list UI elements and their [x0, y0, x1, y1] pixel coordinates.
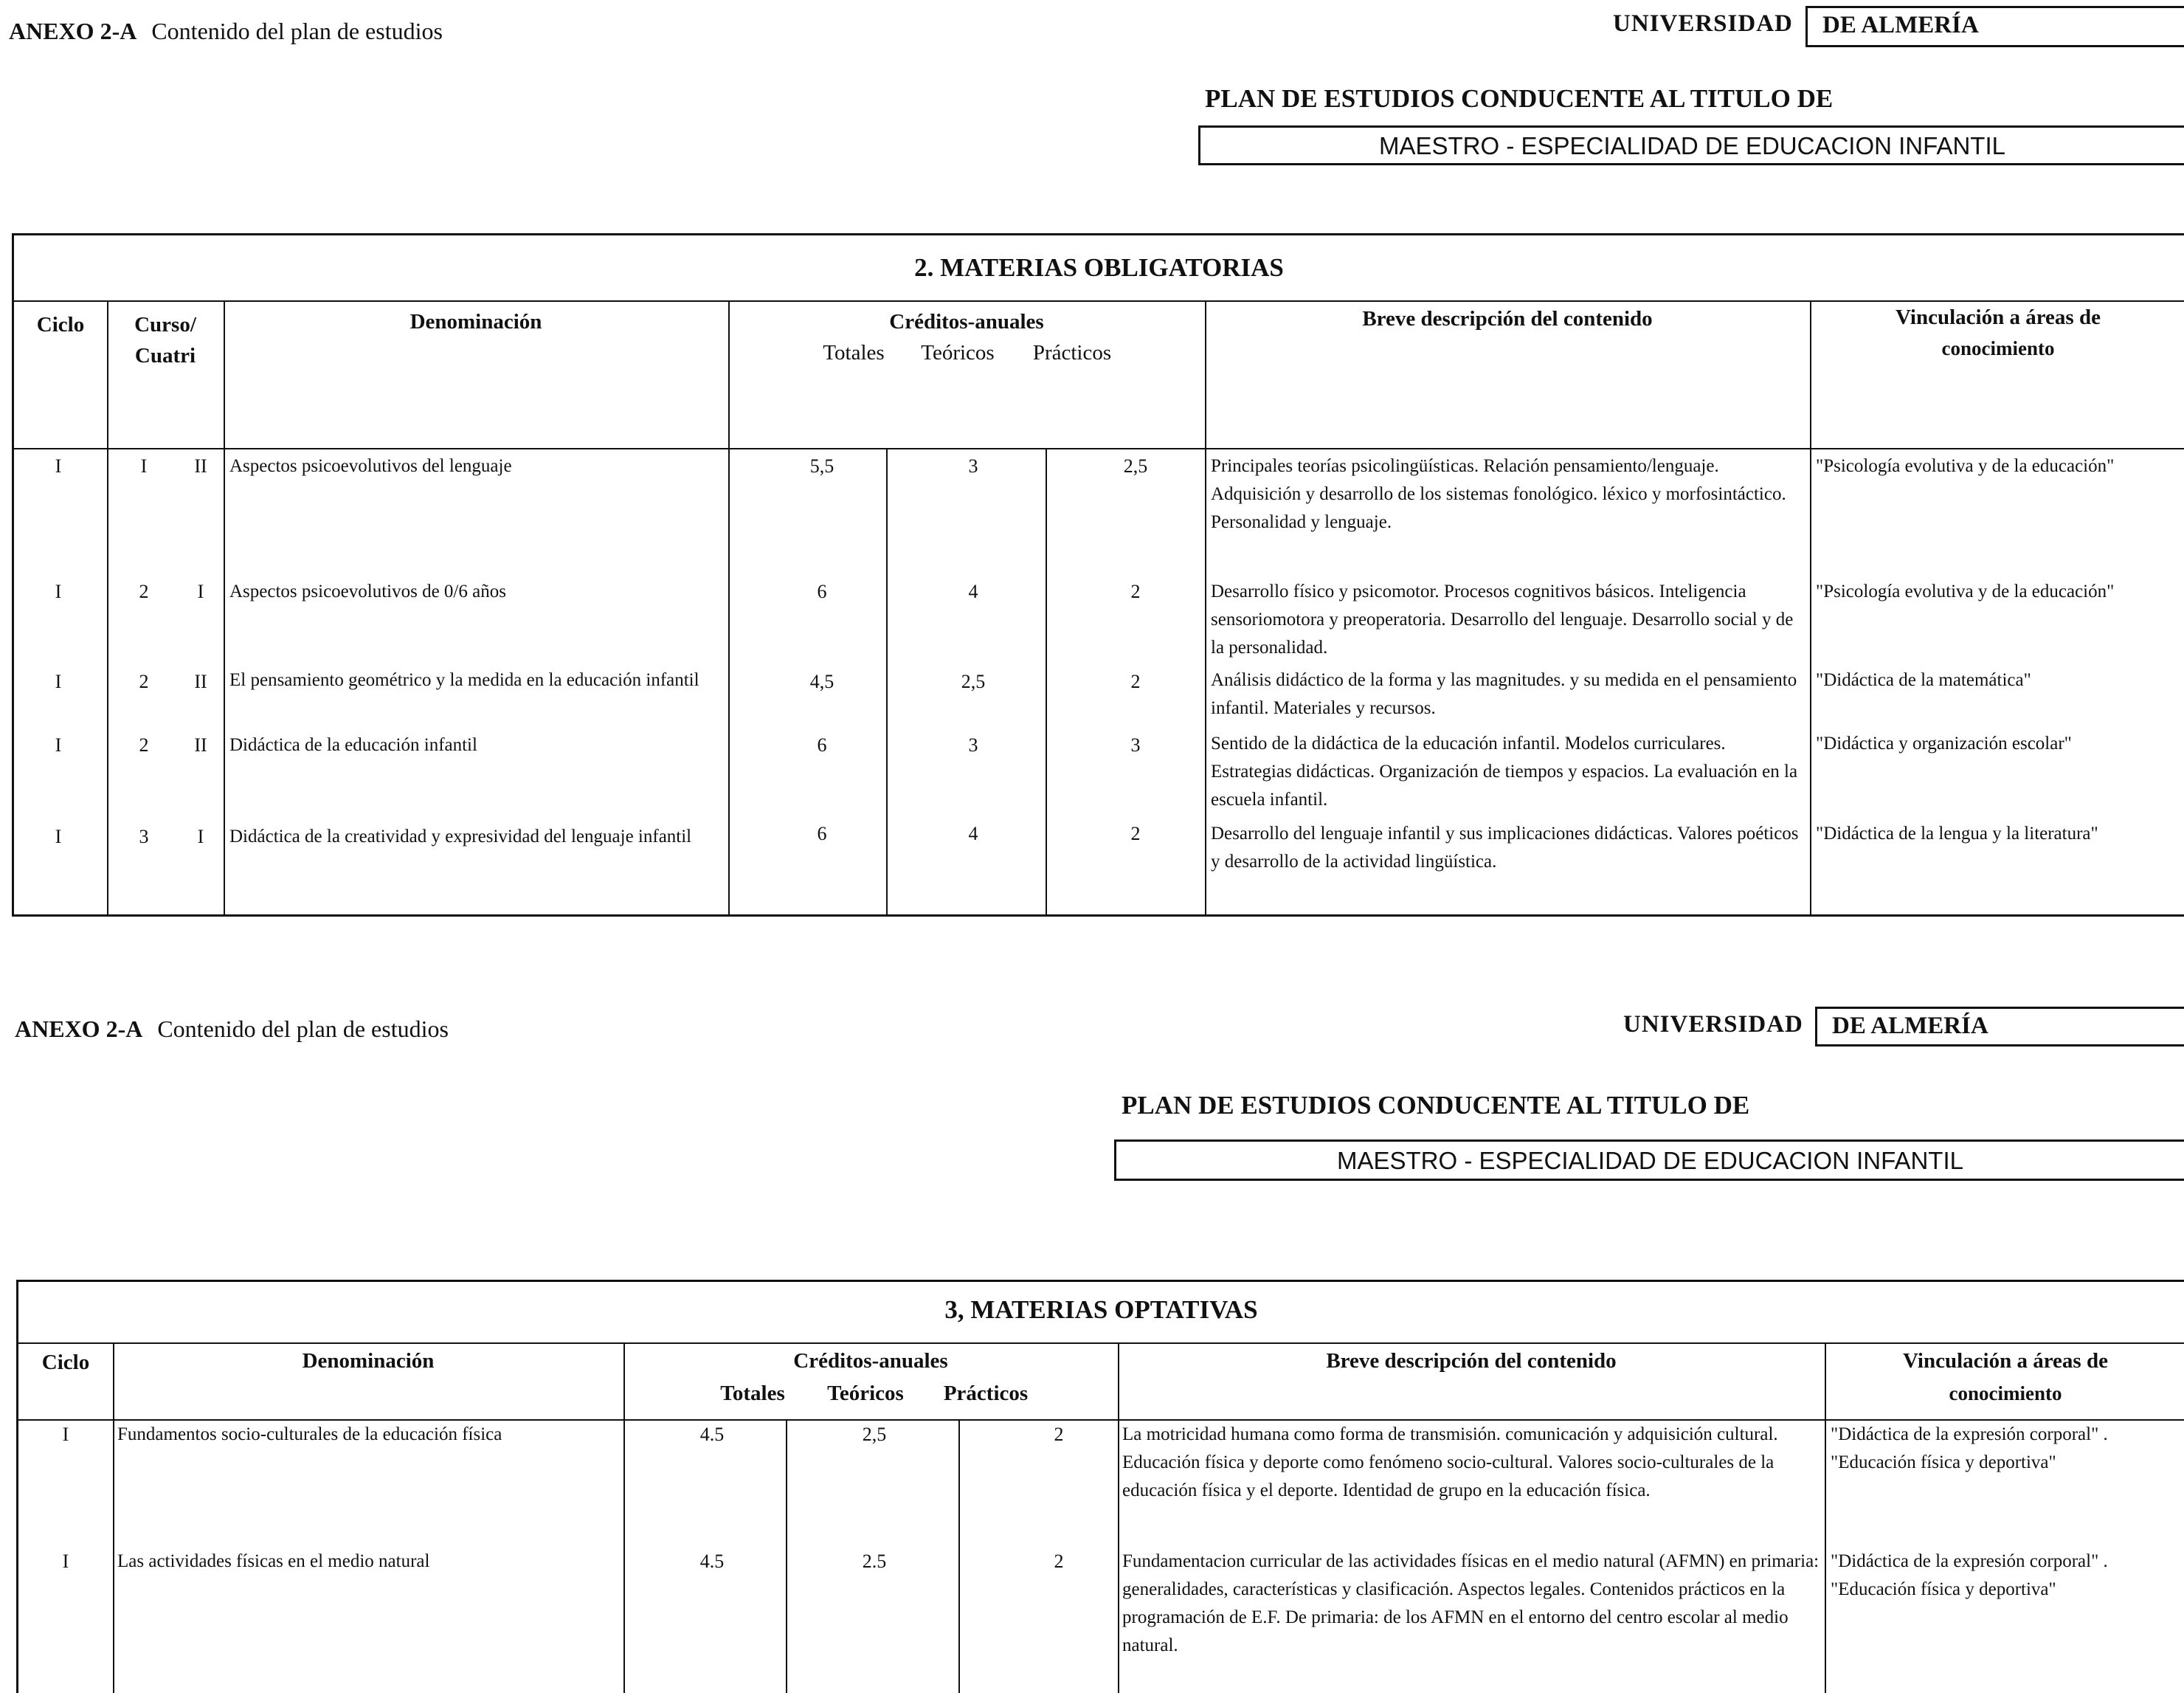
divider — [886, 448, 888, 914]
curso-cell: 2 — [139, 671, 149, 692]
universidad-name: DE ALMERÍA — [1815, 1007, 2184, 1047]
denominacion-cell: Las actividades físicas en el medio natural — [117, 1551, 430, 1571]
totales-cell: 6 — [817, 734, 827, 756]
totales-cell: 4.5 — [699, 1551, 725, 1572]
ciclo-cell: I — [55, 826, 62, 847]
teoricos-cell: 2,5 — [862, 1424, 887, 1445]
header-totales: Totales — [720, 1382, 785, 1405]
header-cuatri: Cuatri — [134, 344, 196, 368]
anexo-text: Contenido del plan de estudios — [157, 1016, 449, 1042]
header-ciclo: Ciclo — [36, 313, 85, 337]
practicos-cell: 2 — [1054, 1424, 1064, 1445]
anexo-heading — [9, 18, 443, 45]
curso-cell: 2 — [139, 734, 149, 756]
totales-cell: 4,5 — [809, 671, 834, 692]
descripcion-cell: La motricidad humana como forma de transmisión. comunicación y adquisición cultural. Educación física y deporte como fenómeno socio-cultural. Valores socio-culturales de la educación física y el deporte. Identidad de grupo en la educación física. — [1122, 1424, 1778, 1500]
plan-title: PLAN DE ESTUDIOS CONDUCENTE AL TITULO DE — [1122, 1091, 1750, 1120]
teoricos-cell: 3 — [968, 734, 978, 756]
anexo-label: ANEXO 2-A — [9, 18, 137, 44]
header-ciclo: Ciclo — [41, 1351, 90, 1374]
ciclo-cell: I — [55, 455, 62, 477]
header-vinculacion-2: conocimiento — [1941, 337, 2055, 359]
teoricos-cell: 2.5 — [862, 1551, 887, 1572]
header-descripcion: Breve descripción del contenido — [1362, 307, 1653, 331]
descripcion-cell: Fundamentacion curricular de las actividades físicas en el medio natural (AFMN) en primaria: generalidades, características y clasificación. Aspectos legales. Contenidos prácticos en la programación de E.F. De primaria: de los AFMN en el entorno del centro escolar al medio natural. — [1122, 1551, 1820, 1655]
header-vinculacion-2: conocimiento — [1949, 1382, 2062, 1404]
universidad-label: UNIVERSIDAD — [1613, 10, 1793, 37]
materias-obligatorias-table — [12, 233, 2184, 917]
divider — [728, 300, 730, 914]
header-creditos: Créditos-anuales — [889, 310, 1044, 334]
cuatri-cell: II — [194, 734, 207, 756]
cuatri-cell: I — [197, 581, 204, 602]
vinculacion-cell-1: "Didáctica de la expresión corporal" . — [1831, 1424, 2108, 1444]
vinculacion-cell: "Didáctica de la matemática" — [1816, 670, 2031, 690]
totales-cell: 4.5 — [699, 1424, 725, 1445]
vinculacion-cell-2: "Educación física y deportiva" — [1831, 1579, 2056, 1599]
divider — [1810, 300, 1811, 914]
universidad-label: UNIVERSIDAD — [1623, 1011, 1803, 1038]
titulo-box: MAESTRO - ESPECIALIDAD DE EDUCACION INFANTIL — [1114, 1139, 2184, 1181]
section-title: 2. MATERIAS OBLIGATORIAS — [914, 253, 1284, 282]
header-creditos: Créditos-anuales — [793, 1349, 948, 1373]
universidad-name: DE ALMERÍA — [1805, 6, 2184, 47]
divider — [18, 1342, 2184, 1344]
divider — [1205, 300, 1206, 914]
vinculacion-cell: "Psicología evolutiva y de la educación" — [1816, 456, 2115, 476]
section-title: 3, MATERIAS OPTATIVAS — [944, 1295, 1258, 1324]
divider — [14, 448, 2184, 449]
teoricos-cell: 4 — [968, 581, 978, 602]
divider — [958, 1419, 960, 1693]
vinculacion-cell: "Didáctica y organización escolar" — [1816, 734, 2072, 754]
divider — [623, 1342, 625, 1693]
teoricos-cell: 2,5 — [961, 671, 986, 692]
descripcion-cell: Desarrollo físico y psicomotor. Procesos cognitivos básicos. Inteligencia sensoriomotora y preoperatoria. Desarrollo del lenguaje. Desarrollo social y de la personalidad. — [1211, 582, 1794, 658]
denominacion-cell: El pensamiento geométrico y la medida en la educación infantil — [229, 670, 699, 690]
practicos-cell: 2 — [1130, 823, 1141, 844]
divider — [107, 300, 108, 914]
totales-cell: 5,5 — [809, 455, 834, 477]
denominacion-cell: Didáctica de la educación infantil — [229, 735, 477, 755]
divider — [1118, 1342, 1119, 1693]
anexo-heading — [15, 1016, 449, 1043]
anexo-label: ANEXO 2-A — [15, 1016, 143, 1042]
denominacion-cell: Aspectos psicoevolutivos de 0/6 años — [229, 582, 506, 601]
header-vinculacion-1: Vinculación a áreas de — [1896, 306, 2101, 329]
ciclo-cell: I — [62, 1424, 69, 1445]
cuatri-cell: II — [194, 455, 207, 477]
teoricos-cell: 3 — [968, 455, 978, 477]
ciclo-cell: I — [55, 671, 62, 692]
totales-cell: 6 — [817, 581, 827, 602]
header-denominacion: Denominación — [410, 310, 542, 334]
curso-cell: 3 — [139, 826, 149, 847]
cuatri-cell: II — [194, 671, 207, 692]
curso-cell: I — [140, 455, 148, 477]
plan-title: PLAN DE ESTUDIOS CONDUCENTE AL TITULO DE — [1205, 84, 1834, 113]
header-denominacion: Denominación — [302, 1349, 435, 1373]
header-totales: Totales — [823, 341, 885, 365]
header-teoricos: Teóricos — [827, 1382, 904, 1405]
divider — [113, 1342, 114, 1693]
header-practicos: Prácticos — [943, 1382, 1029, 1405]
practicos-cell: 3 — [1130, 734, 1141, 756]
header-practicos: Prácticos — [1032, 341, 1112, 365]
anexo-text: Contenido del plan de estudios — [151, 18, 443, 44]
cuatri-cell: I — [197, 826, 204, 847]
descripcion-cell: Principales teorías psicolingüísticas. Relación pensamiento/lenguaje. Adquisición y desarrollo de los sistemas fonológico. léxico y morfosintáctico. Personalidad y lenguaje. — [1211, 456, 1786, 532]
vinculacion-cell: "Psicología evolutiva y de la educación" — [1816, 582, 2115, 601]
descripcion-cell: Análisis didáctico de la forma y las magnitudes. y su medida en el pensamiento infantil. Materiales y recursos. — [1211, 670, 1797, 718]
divider — [786, 1419, 787, 1693]
divider — [1046, 448, 1047, 914]
ciclo-cell: I — [55, 734, 62, 756]
header-curso: Curso/ — [134, 313, 196, 337]
practicos-cell: 2 — [1130, 581, 1141, 602]
practicos-cell: 2 — [1130, 671, 1141, 692]
ciclo-cell: I — [55, 581, 62, 602]
denominacion-cell: Fundamentos socio-culturales de la educación física — [117, 1424, 502, 1444]
curso-cell: 2 — [139, 581, 149, 602]
descripcion-cell: Desarrollo del lenguaje infantil y sus implicaciones didácticas. Valores poéticos y desarrollo de la actividad lingüística. — [1211, 824, 1799, 872]
header-vinculacion-1: Vinculación a áreas de — [1903, 1349, 2108, 1373]
header-teoricos: Teóricos — [921, 341, 995, 365]
vinculacion-cell-2: "Educación física y deportiva" — [1831, 1452, 2056, 1472]
denominacion-cell: Didáctica de la creatividad y expresividad del lenguaje infantil — [229, 827, 692, 846]
denominacion-cell: Aspectos psicoevolutivos del lenguaje — [229, 456, 512, 476]
vinculacion-cell-1: "Didáctica de la expresión corporal" . — [1831, 1551, 2108, 1571]
practicos-cell: 2 — [1054, 1551, 1064, 1572]
practicos-cell: 2,5 — [1123, 455, 1148, 477]
ciclo-cell: I — [62, 1551, 69, 1572]
header-descripcion: Breve descripción del contenido — [1326, 1349, 1617, 1373]
titulo-box: MAESTRO - ESPECIALIDAD DE EDUCACION INFANTIL — [1198, 125, 2184, 165]
totales-cell: 6 — [817, 823, 827, 844]
teoricos-cell: 4 — [968, 823, 978, 844]
vinculacion-cell: "Didáctica de la lengua y la literatura" — [1816, 824, 2098, 844]
materias-optativas-table — [16, 1280, 2184, 1693]
divider — [224, 300, 225, 914]
descripcion-cell: Sentido de la didáctica de la educación infantil. Modelos curriculares. Estrategias didácticas. Organización de tiempos y espacios. La evaluación en la escuela infantil. — [1211, 734, 1798, 810]
